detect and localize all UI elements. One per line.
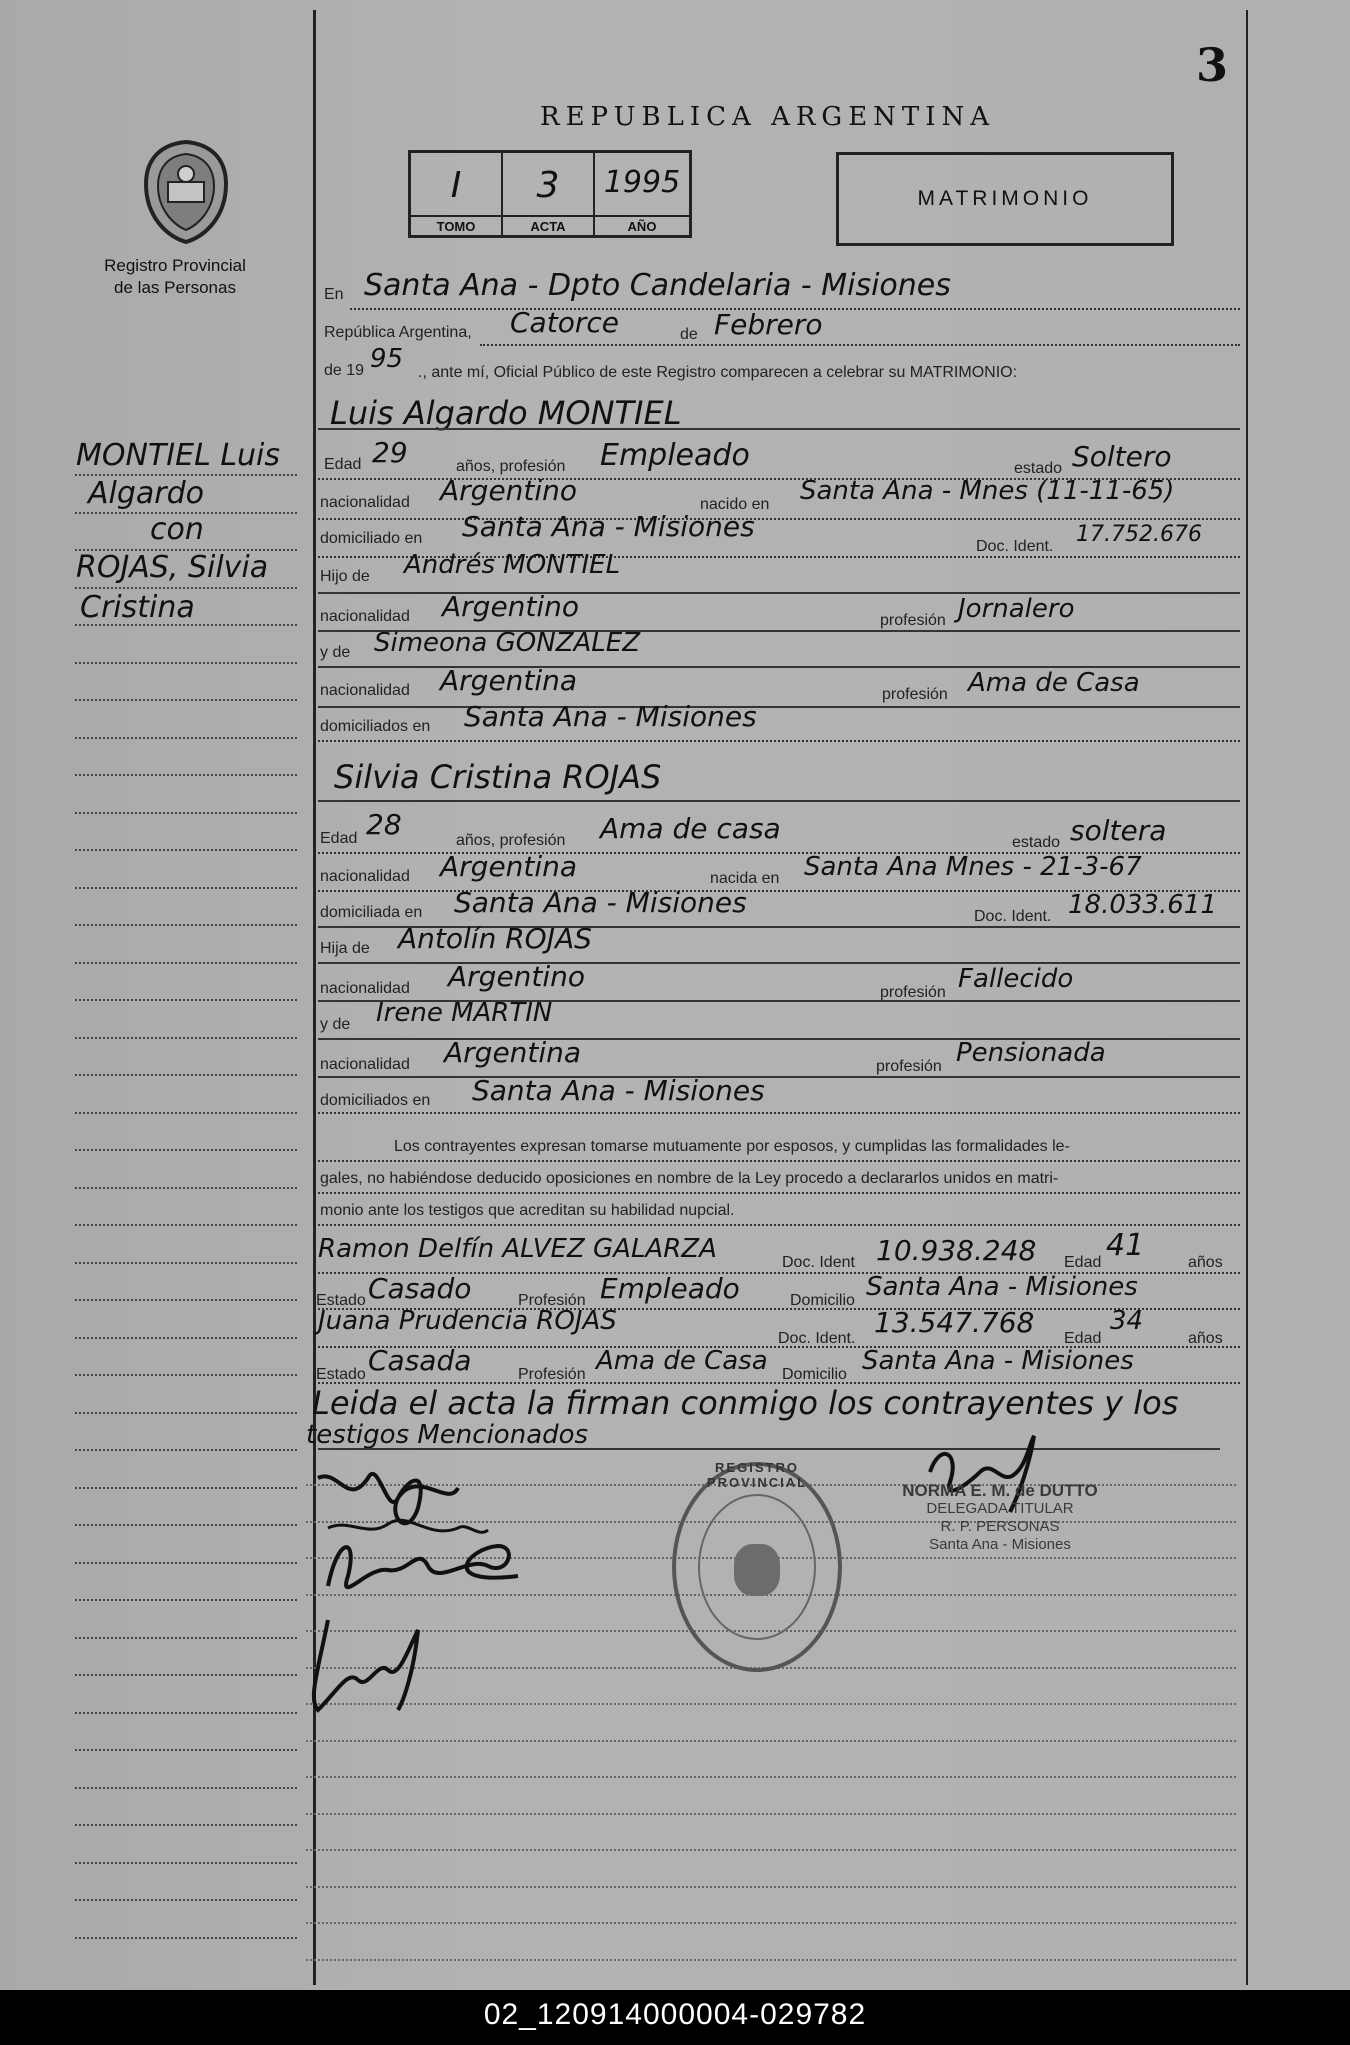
bride-age: 28 — [366, 808, 402, 841]
month-value: Febrero — [714, 308, 823, 341]
bride-name: Silvia Cristina ROJAS — [334, 758, 662, 796]
officer-place: Santa Ana - Misiones — [929, 1536, 1071, 1553]
margin-line — [75, 737, 297, 739]
place-value: Santa Ana - Dpto Candelaria - Misiones — [364, 268, 951, 303]
line — [318, 800, 1240, 802]
officer-stamp — [880, 1482, 1120, 1554]
nacionalidad-label: nacionalidad — [320, 980, 410, 997]
margin-line — [75, 774, 297, 776]
footer-id: 02_120914000004-029782 — [483, 1998, 867, 2031]
y-de-label: y de — [320, 644, 351, 661]
profesion-label: Profesión — [518, 1292, 586, 1309]
day-value: Catorce — [510, 306, 619, 339]
anos-label: años — [1188, 1330, 1223, 1347]
nacida-label: nacida en — [710, 870, 780, 887]
groom-mother-nationality: Argentina — [440, 664, 578, 697]
bride-mother: Irene MARTIN — [376, 998, 553, 1028]
hija-label: Hija de — [320, 940, 370, 957]
profesion-label: profesión — [880, 984, 946, 1001]
en-label: En — [324, 286, 344, 303]
profesion-label: profesión — [882, 686, 948, 703]
groom-status: Soltero — [1072, 440, 1172, 473]
margin-line — [75, 699, 297, 701]
witness1-name: Ramon Delfín ALVEZ GALARZA — [318, 1234, 717, 1264]
witness2-age: 34 — [1110, 1306, 1144, 1336]
margin-note-line: ROJAS, Silvia — [76, 550, 269, 585]
margin-line — [75, 1262, 297, 1264]
doc-label: Doc. Ident. — [974, 908, 1052, 925]
blank-line — [306, 1886, 1236, 1888]
margin-note-line: MONTIEL Luis — [76, 438, 281, 473]
doc-label: Doc. Ident — [782, 1254, 855, 1271]
line — [318, 518, 1240, 520]
country-title: REPUBLICA ARGENTINA — [540, 102, 996, 132]
estado-label: estado — [1012, 834, 1061, 851]
nacionalidad-label: nacionalidad — [320, 868, 410, 885]
margin-line — [75, 1412, 297, 1414]
margin-line — [75, 962, 297, 964]
bride-mother-nationality: Argentina — [444, 1036, 582, 1069]
domiciliado-label: domiciliado en — [320, 530, 423, 547]
bride-nationality: Argentina — [440, 850, 578, 883]
blank-line — [306, 1959, 1236, 1961]
domicilio-label: Domicilio — [790, 1292, 855, 1309]
declaration-line: gales, no habiéndose deducido oposiciones en nombre de la Ley procedo a declararlos unidos en matri- — [320, 1170, 1059, 1187]
signature-witness — [308, 1610, 438, 1720]
margin-line — [75, 1449, 297, 1451]
officer-name: NORMA E. M. de DUTTO — [902, 1481, 1098, 1500]
margin-note-line: Cristina — [80, 590, 195, 625]
witness1-doc: 10.938.248 — [876, 1234, 1037, 1267]
de-label: de — [680, 326, 698, 343]
margin-line — [75, 1712, 297, 1714]
blank-line — [306, 1813, 1236, 1815]
margin-line — [75, 1487, 297, 1489]
witness1-domicile: Santa Ana - Misiones — [866, 1272, 1138, 1302]
domiciliada-label: domiciliada en — [320, 904, 423, 921]
anos-profesion-label: años, profesión — [456, 832, 566, 849]
groom-parents-domicile: Santa Ana - Misiones — [464, 700, 757, 733]
margin-line — [75, 1637, 297, 1639]
margin-line — [75, 1149, 297, 1151]
year-label: AÑO — [595, 215, 689, 237]
margin-line — [75, 849, 297, 851]
bride-father-nationality: Argentino — [448, 960, 586, 993]
witness2-domicile: Santa Ana - Misiones — [862, 1346, 1134, 1376]
profesion-label: profesión — [876, 1058, 942, 1075]
blank-line — [306, 1922, 1236, 1924]
groom-age: 29 — [372, 436, 408, 469]
margin-note-line: con — [150, 512, 204, 547]
line — [318, 428, 1240, 430]
margin-line — [75, 662, 297, 664]
estado-label: Estado — [316, 1292, 366, 1309]
margin-line — [75, 812, 297, 814]
year-suffix: 95 — [370, 344, 404, 374]
blank-line — [306, 1703, 1236, 1705]
margin-line — [75, 999, 297, 1001]
preamble: ., ante mí, Oficial Público de este Registro comparecen a celebrar su MATRIMONIO: — [418, 364, 1018, 381]
witness2-status: Casada — [368, 1344, 472, 1377]
anos-label: años — [1188, 1254, 1223, 1271]
bride-birth: Santa Ana Mnes - 21-3-67 — [804, 852, 1142, 882]
groom-father-profession: Jornalero — [958, 594, 1075, 624]
margin-line — [75, 1224, 297, 1226]
edad-label: Edad — [1064, 1330, 1102, 1347]
edad-label: Edad — [324, 456, 362, 473]
acta-cell — [503, 153, 595, 237]
doc-label: Doc. Ident. — [778, 1330, 856, 1347]
margin-line — [75, 1862, 297, 1864]
officer-title: DELEGADA TITULAR — [926, 1500, 1074, 1517]
profesion-label: Profesión — [518, 1366, 586, 1383]
tomo-label: TOMO — [411, 215, 501, 237]
tomo-value: I — [450, 165, 462, 206]
edad-label: Edad — [1064, 1254, 1102, 1271]
bride-domicile: Santa Ana - Misiones — [454, 886, 747, 919]
nacionalidad-label: nacionalidad — [320, 682, 410, 699]
doc-label: Doc. Ident. — [976, 538, 1054, 555]
y-de-label: y de — [320, 1016, 351, 1033]
estado-label: Estado — [316, 1366, 366, 1383]
groom-father: Andrés MONTIEL — [404, 550, 621, 580]
witness2-doc: 13.547.768 — [874, 1306, 1035, 1339]
year-prefix: de 19 — [324, 362, 365, 379]
anos-profesion-label: años, profesión — [456, 458, 566, 475]
groom-mother-profession: Ama de Casa — [968, 668, 1140, 698]
profesion-label: profesión — [880, 612, 946, 629]
bride-father-profession: Fallecido — [958, 964, 1074, 994]
groom-father-nationality: Argentino — [442, 590, 580, 623]
line — [480, 344, 1240, 346]
domiciliados-label: domiciliados en — [320, 718, 431, 735]
groom-birth: Santa Ana - Mnes (11-11-65) — [800, 476, 1175, 506]
margin-line — [75, 1074, 297, 1076]
margin-line — [75, 1562, 297, 1564]
domicilio-label: Domicilio — [782, 1366, 847, 1383]
witness1-profession: Empleado — [600, 1272, 740, 1305]
republica-label: República Argentina, — [324, 324, 472, 341]
declaration-line: monio ante los testigos que acreditan su habilidad nupcial. — [320, 1202, 735, 1219]
margin-line — [75, 887, 297, 889]
year-cell — [595, 153, 689, 237]
bride-father: Antolín ROJAS — [398, 922, 592, 955]
margin-line — [75, 1374, 297, 1376]
groom-domicile: Santa Ana - Misiones — [462, 510, 755, 543]
witness1-status: Casado — [368, 1272, 472, 1305]
margin-line — [75, 1112, 297, 1114]
nacionalidad-label: nacionalidad — [320, 608, 410, 625]
line — [318, 706, 1240, 708]
blank-line — [306, 1776, 1236, 1778]
groom-mother: Simeona GONZALEZ — [374, 628, 641, 658]
tomo-cell — [411, 153, 503, 237]
margin-line — [75, 1524, 297, 1526]
domiciliados-label: domiciliados en — [320, 1092, 431, 1109]
provincial-seal-icon — [140, 138, 232, 246]
blank-line — [306, 1849, 1236, 1851]
line — [318, 1112, 1240, 1114]
registry-line-1: Registro Provincial — [104, 256, 246, 275]
margin-line — [75, 1787, 297, 1789]
bride-profession: Ama de casa — [600, 812, 781, 845]
record-type-box: MATRIMONIO — [836, 152, 1174, 246]
stamp-emblem-icon — [734, 1544, 780, 1596]
page-number: 3 — [1196, 38, 1229, 92]
margin-line — [75, 1187, 297, 1189]
margin-line — [75, 924, 297, 926]
groom-profession: Empleado — [600, 438, 750, 473]
year-value: 1995 — [603, 165, 681, 200]
witness2-profession: Ama de Casa — [596, 1346, 768, 1376]
margin-line — [75, 587, 297, 589]
officer-office: R. P. PERSONAS — [940, 1518, 1060, 1535]
line — [318, 740, 1240, 742]
bride-doc: 18.033.611 — [1068, 890, 1217, 920]
margin-note-line: Algardo — [88, 476, 205, 511]
edad-label: Edad — [320, 830, 358, 847]
closing-line: testigos Mencionados — [306, 1420, 589, 1450]
margin-line — [75, 1037, 297, 1039]
margin-line — [75, 1899, 297, 1901]
acta-value: 3 — [536, 165, 560, 206]
blank-line — [306, 1740, 1236, 1742]
line — [318, 1192, 1240, 1194]
hijo-label: Hijo de — [320, 568, 370, 585]
right-border — [1246, 10, 1248, 1985]
nacionalidad-label: nacionalidad — [320, 494, 410, 511]
margin-line — [75, 1937, 297, 1939]
witness1-age: 41 — [1106, 1228, 1145, 1263]
line — [318, 1160, 1240, 1162]
estado-label: estado — [1014, 460, 1063, 477]
stamp-text: REGISTRO PROVINCIAL — [706, 1460, 808, 1490]
line — [318, 1224, 1240, 1226]
record-number-box — [408, 150, 692, 238]
groom-doc: 17.752.676 — [1076, 522, 1202, 547]
signature-bride — [318, 1526, 538, 1606]
witness2-name: Juana Prudencia ROJAS — [318, 1306, 617, 1336]
margin-line — [75, 1337, 297, 1339]
registry-name — [60, 255, 290, 299]
official-stamp — [672, 1462, 842, 1672]
bride-status: soltera — [1070, 814, 1167, 847]
registry-line-2: de las Personas — [114, 278, 236, 297]
closing-line: Leida el acta la firman conmigo los contrayentes y los — [312, 1384, 1179, 1422]
nacionalidad-label: nacionalidad — [320, 1056, 410, 1073]
bride-mother-profession: Pensionada — [956, 1038, 1106, 1068]
line — [318, 1076, 1240, 1078]
declaration-line: Los contrayentes expresan tomarse mutuamente por esposos, y cumplidas las formalidades le- — [394, 1138, 1070, 1155]
margin-line — [75, 1674, 297, 1676]
nacido-label: nacido en — [700, 496, 770, 513]
margin-line — [75, 1749, 297, 1751]
margin-line — [75, 1599, 297, 1601]
margin-line — [75, 1299, 297, 1301]
acta-label: ACTA — [503, 215, 593, 237]
groom-name: Luis Algardo MONTIEL — [330, 394, 682, 432]
groom-nationality: Argentino — [440, 474, 578, 507]
bride-parents-domicile: Santa Ana - Misiones — [472, 1074, 765, 1107]
margin-line — [75, 1824, 297, 1826]
